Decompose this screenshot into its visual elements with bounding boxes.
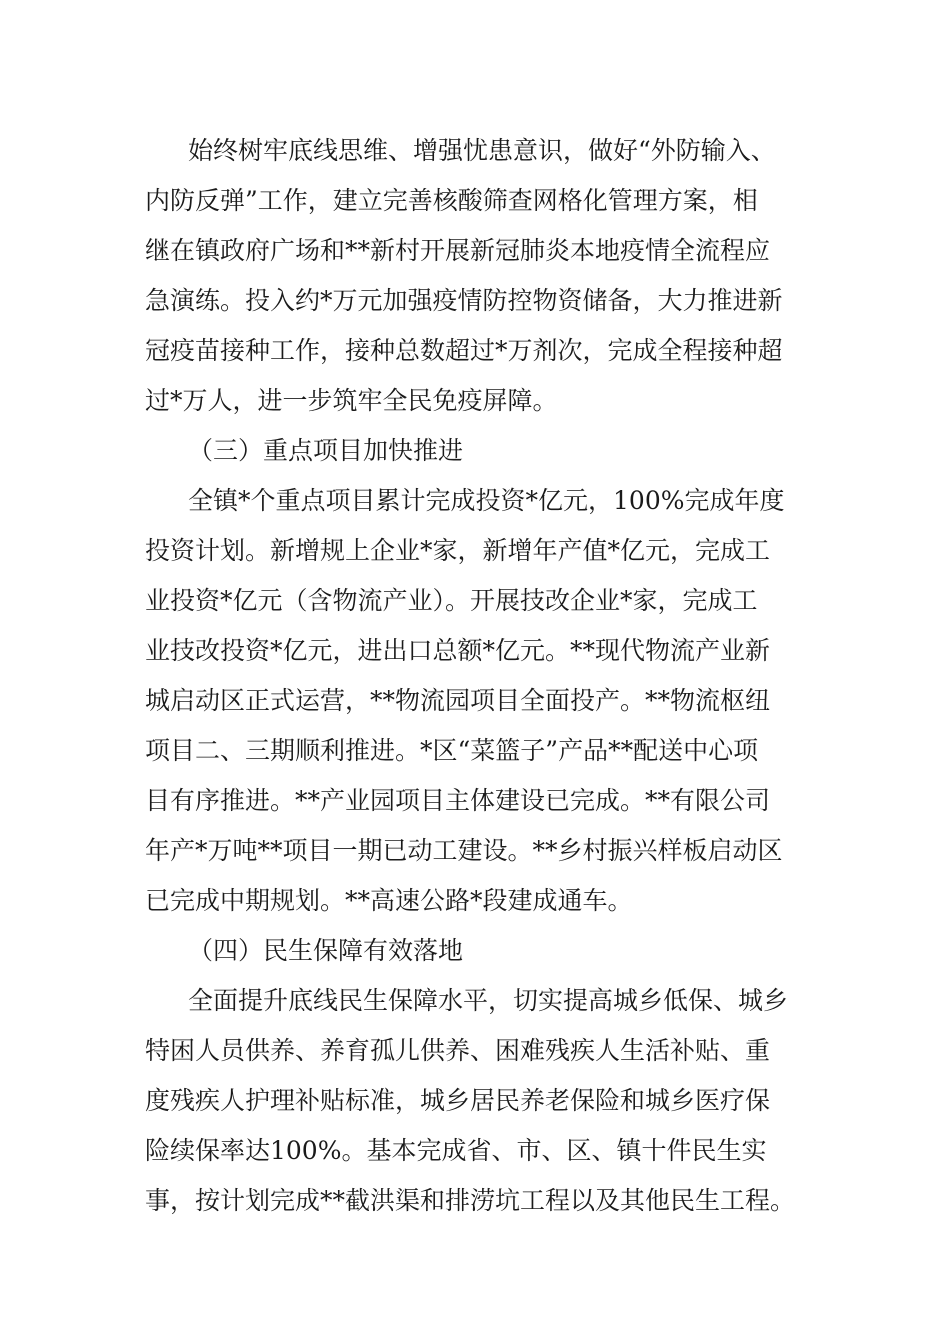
paragraph-line: 内防反弹”工作，建立完善核酸筛查网格化管理方案，相 <box>145 186 758 215</box>
section-heading: （三）重点项目加快推进 <box>188 436 464 465</box>
section-heading: （四）民生保障有效落地 <box>188 936 464 965</box>
paragraph-line: 冠疫苗接种工作，接种总数超过*万剂次，完成全程接种超 <box>145 336 783 365</box>
paragraph-line: 投资计划。新增规上企业*家，新增年产值*亿元，完成工 <box>145 536 771 565</box>
paragraph-line: 险续保率达100%。基本完成省、市、区、镇十件民生实 <box>145 1136 767 1165</box>
paragraph-line: 年产*万吨**项目一期已动工建设。**乡村振兴样板启动区 <box>145 836 783 865</box>
paragraph-line: 事，按计划完成**截洪渠和排涝坑工程以及其他民生工程。 <box>145 1186 796 1215</box>
paragraph-line: 业投资*亿元（含物流产业）。开展技改企业*家，完成工 <box>145 586 758 615</box>
paragraph-line: 始终树牢底线思维、增强忧患意识，做好“外防输入、 <box>188 136 776 165</box>
paragraph-line: 已完成中期规划。**高速公路*段建成通车。 <box>145 886 633 915</box>
paragraph-line: 全镇*个重点项目累计完成投资*亿元，100%完成年度 <box>188 486 785 515</box>
paragraph-line: 过*万人，进一步筑牢全民免疫屏障。 <box>145 386 558 415</box>
paragraph-line: 度残疾人护理补贴标准，城乡居民养老保险和城乡医疗保 <box>145 1086 771 1115</box>
paragraph-line: 继在镇政府广场和**新村开展新冠肺炎本地疫情全流程应 <box>145 236 771 265</box>
paragraph-line: 全面提升底线民生保障水平，切实提高城乡低保、城乡 <box>188 986 789 1015</box>
paragraph-line: 城启动区正式运营，**物流园项目全面投产。**物流枢纽 <box>145 686 771 715</box>
paragraph-line: 业技改投资*亿元，进出口总额*亿元。**现代物流产业新 <box>145 636 771 665</box>
paragraph-line: 特困人员供养、养育孤儿供养、困难残疾人生活补贴、重 <box>145 1036 771 1065</box>
paragraph-line: 目有序推进。**产业园项目主体建设已完成。**有限公司 <box>145 786 771 815</box>
paragraph-line: 项目二、三期顺利推进。*区“菜篮子”产品**配送中心项 <box>145 736 759 765</box>
paragraph-line: 急演练。投入约*万元加强疫情防控物资储备，大力推进新 <box>145 286 783 315</box>
